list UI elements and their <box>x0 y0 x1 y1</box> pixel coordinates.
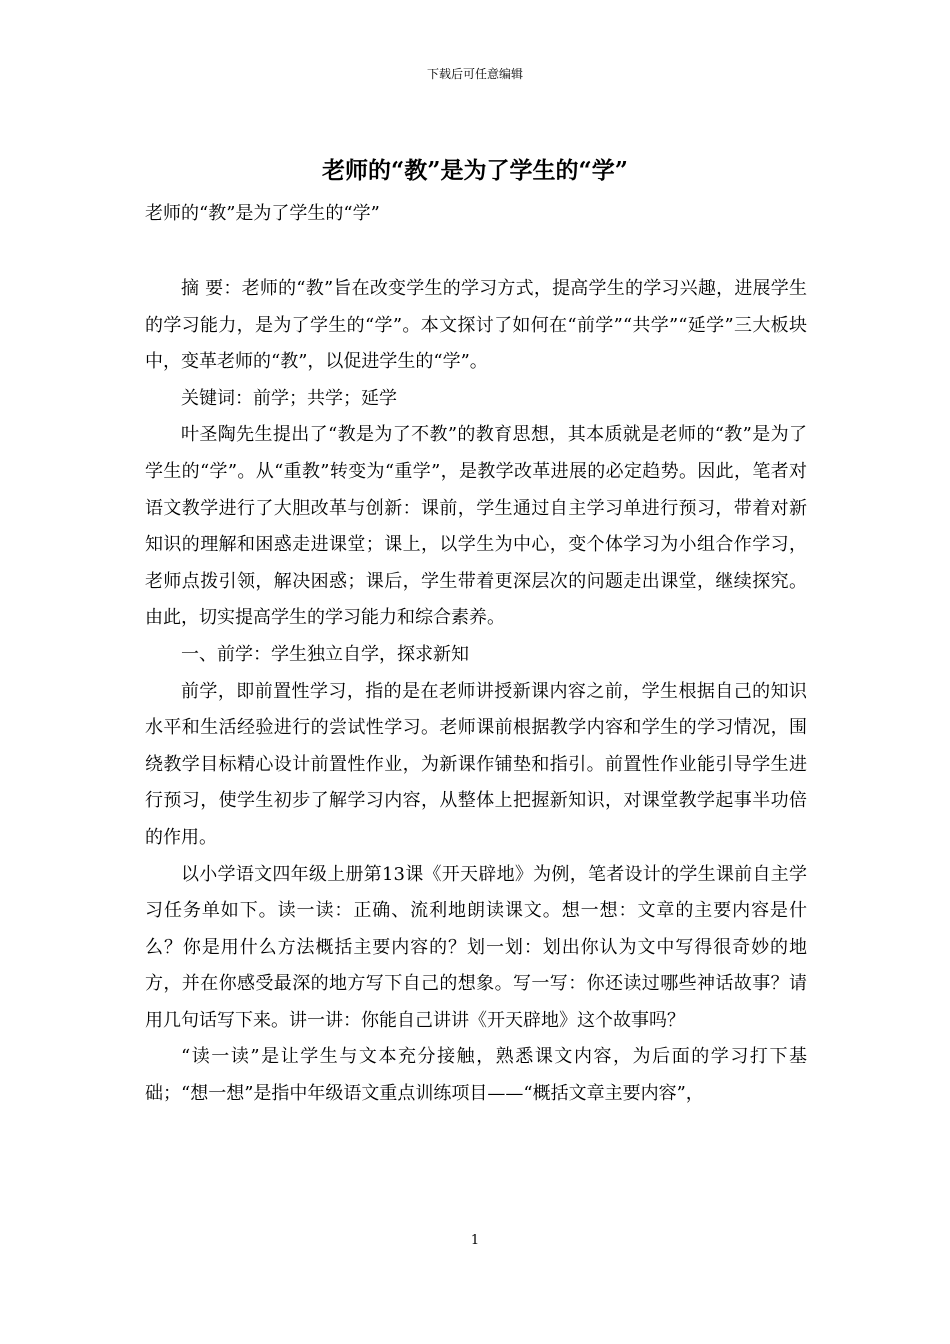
body-paragraph: 以小学语文四年级上册第13课《开天辟地》为例，笔者设计的学生课前自主学习任务单如下。读一读：正确、流利地朗读课文。想一想：文章的主要内容是什么？你是用什么方法概括主要内容的？划一划：划出你认为文中写得很奇妙的地方，并在你感受最深的地方写下自己的想象。写一写：你还读过哪些神话故事？请用几句话写下来。讲一讲：你能自己讲讲《开天辟地》这个故事吗？ <box>145 863 807 1031</box>
section-heading-1: 一、前学：学生独立自学，探求新知 <box>181 643 469 665</box>
document-title: 老师的“教”是为了学生的“学” <box>322 157 628 184</box>
document-subtitle: 老师的“教”是为了学生的“学” <box>145 203 380 224</box>
page-number: 1 <box>470 1233 480 1248</box>
abstract-paragraph: 摘 要：老师的“教”旨在改变学生的学习方式，提高学生的学习兴趣，进展学生的学习能力，是为了学生的“学”。本文探讨了如何在“前学”“共学”“延学”三大板块中，变革老师的“教”，以促进学生的“学”。 <box>145 278 807 373</box>
intro-paragraph: 叶圣陶先生提出了“教是为了不教”的教育思想，其本质就是老师的“教”是为了学生的“学”。从“重教”转变为“重学”，是教学改革进展的必定趋势。因此，笔者对语文教学进行了大胆改革与创新：课前，学生通过自主学习单进行预习，带着对新知识的理解和困惑走进课堂；课上，以学生为中心，变个体学习为小组合作学习，老师点拨引领，解决困惑；课后，学生带着更深层次的问题走出课堂，继续探究。由此，切实提高学生的学习能力和综合素养。 <box>145 424 807 629</box>
body-paragraph: 前学，即前置性学习，指的是在老师讲授新课内容之前，学生根据自己的知识水平和生活经验进行的尝试性学习。老师课前根据教学内容和学生的学习情况，围绕教学目标精心设计前置性作业，为新课作铺垫和指引。前置性作业能引导学生进行预习，使学生初步了解学习内容，从整体上把握新知识，对课堂教学起事半功倍的作用。 <box>145 680 807 848</box>
body-paragraph: “读一读”是让学生与文本充分接触，熟悉课文内容，为后面的学习打下基础；“想一想”是指中年级语文重点训练项目——“概括文章主要内容”， <box>145 1046 807 1105</box>
document-body <box>145 271 807 1113</box>
keywords-paragraph: 关键词：前学；共学；延学 <box>181 387 397 409</box>
page-header: 下载后可任意编辑 <box>426 67 523 81</box>
